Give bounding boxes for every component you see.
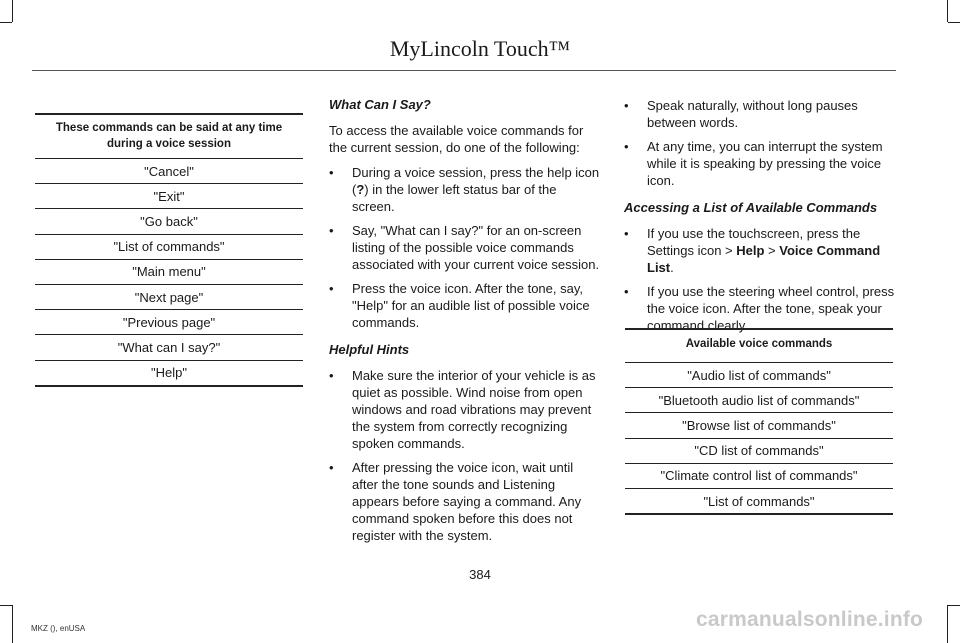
right-column bbox=[624, 97, 896, 344]
crop-mark-top-right-h bbox=[948, 22, 960, 23]
list-item: • Speak naturally, without long pauses between words. bbox=[624, 98, 858, 130]
voice-command-list-menu-path: Voice Command List bbox=[647, 243, 881, 275]
list-item: • Say, "What can I say?" for an on-screen listing of the possible voice commands associated with your current voice session. bbox=[329, 223, 600, 272]
crop-mark-bottom-left-h bbox=[0, 605, 12, 606]
speaking-tips-list bbox=[624, 97, 896, 189]
list-item: • During a voice session, press the help icon (?) in the lower left status bar of the screen. bbox=[329, 165, 600, 214]
footer-document-code: MKZ (), enUSA bbox=[31, 624, 86, 633]
crop-mark-bottom-left-v bbox=[12, 605, 13, 643]
table-row: "Help" bbox=[35, 360, 303, 386]
list-item: • If you use the steering wheel control, press the voice icon. After the tone, speak your command clearly. bbox=[624, 284, 895, 333]
watermark: carmanualsonline.info bbox=[696, 608, 924, 631]
table-row: "List of commands" bbox=[625, 488, 893, 514]
accessing-commands-list bbox=[624, 225, 896, 334]
table-row: "Cancel" bbox=[35, 159, 303, 184]
list-item: • After pressing the voice icon, wait until after the tone sounds and Listening appears before saying a command. Any command spoken before this does not register with the system. bbox=[329, 460, 582, 543]
table-row: "Exit" bbox=[35, 184, 303, 209]
table-row: "Go back" bbox=[35, 209, 303, 234]
section-heading-helpful-hints: Helpful Hints bbox=[329, 342, 410, 357]
table-row: "Browse list of commands" bbox=[625, 413, 893, 438]
hints-list bbox=[329, 367, 601, 544]
list-item: • If you use the touchscreen, press the Settings icon > Help > Voice Command List. bbox=[624, 226, 881, 275]
bullet: • bbox=[329, 165, 334, 180]
table-row: "Main menu" bbox=[35, 259, 303, 284]
help-icon-symbol: ? bbox=[356, 182, 365, 197]
crop-mark-top-left-h bbox=[0, 22, 12, 23]
always-available-commands-table bbox=[35, 113, 303, 387]
page-number: 384 bbox=[469, 567, 491, 582]
available-voice-commands-table bbox=[625, 328, 893, 515]
list-item: • At any time, you can interrupt the system while it is speaking by pressing the voice icon. bbox=[624, 139, 883, 188]
table-heading: These commands can be said at any time during a voice session bbox=[35, 114, 303, 159]
table-row: "Previous page" bbox=[35, 310, 303, 335]
table-row: "Audio list of commands" bbox=[625, 363, 893, 388]
table-row: "Next page" bbox=[35, 284, 303, 309]
intro-paragraph: To access the available voice commands for the current session, do one of the following: bbox=[329, 123, 584, 155]
bullet: • bbox=[624, 139, 629, 154]
bullet: • bbox=[624, 98, 629, 113]
header-divider bbox=[32, 70, 896, 71]
bullet: • bbox=[624, 284, 629, 299]
section-heading-what-can-i-say: What Can I Say? bbox=[329, 97, 431, 112]
bullet: • bbox=[329, 223, 334, 238]
page-header-title: MyLincoln Touch™ bbox=[389, 36, 571, 61]
access-methods-list bbox=[329, 164, 601, 331]
crop-mark-bottom-right-h bbox=[948, 605, 960, 606]
table-row: "CD list of commands" bbox=[625, 438, 893, 463]
table-heading: Available voice commands bbox=[625, 329, 893, 363]
table-row: "Climate control list of commands" bbox=[625, 463, 893, 488]
bullet: • bbox=[329, 460, 334, 475]
table-row: "List of commands" bbox=[35, 234, 303, 259]
list-item: • Press the voice icon. After the tone, say, "Help" for an audible list of possible voice commands. bbox=[329, 281, 590, 330]
section-heading-accessing-commands: Accessing a List of Available Commands bbox=[624, 200, 878, 215]
help-menu-path: Help bbox=[736, 243, 765, 258]
bullet: • bbox=[329, 368, 334, 383]
table-row: "Bluetooth audio list of commands" bbox=[625, 388, 893, 413]
crop-mark-top-left-v bbox=[12, 0, 13, 22]
bullet: • bbox=[624, 226, 629, 241]
list-item: • Make sure the interior of your vehicle is as quiet as possible. Wind noise from open windows and road vibrations may prevent the system from correctly recognizing spoken commands. bbox=[329, 368, 596, 451]
crop-mark-top-right-v bbox=[947, 0, 948, 22]
bullet: • bbox=[329, 281, 334, 296]
table-row: "What can I say?" bbox=[35, 335, 303, 360]
middle-column bbox=[329, 96, 601, 554]
crop-mark-bottom-right-v bbox=[947, 605, 948, 643]
